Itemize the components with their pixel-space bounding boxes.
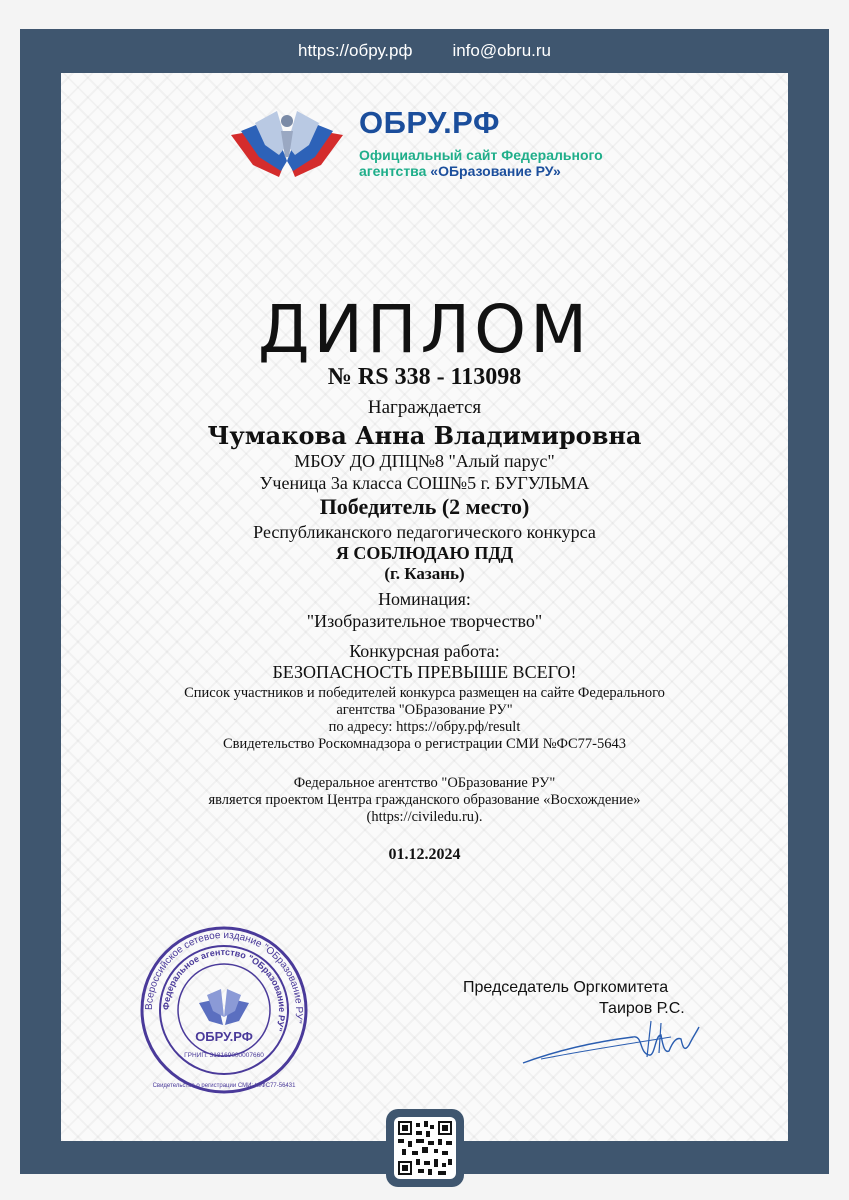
seal-inner-text: Федеральное агентство "ОБразование РУ" [160,946,288,1033]
issue-date: 01.12.2024 [388,846,461,863]
qr-code[interactable] [386,1109,464,1187]
seal-outer-text: Всероссийское сетевое издание "ОБразование РУ" [143,929,305,1025]
info-line: по адресу: https://обру.рф/result [328,719,521,735]
signatory-name: Таиров Р.С. [599,1000,685,1017]
contest-city: (г. Казань) [384,564,465,583]
logo-subtitle-line1: Официальный сайт Федерального [359,147,603,163]
nomination-value: "Изобразительное творчество" [306,611,543,631]
book-eagle-icon [231,111,343,181]
signatory-position: Председатель Оргкомитета [463,979,669,996]
handwritten-signature [521,1001,701,1071]
award-place: Победитель (2 место) [319,494,530,519]
official-seal-icon [139,925,309,1095]
awarded-label: Награждается [367,397,482,418]
logo-title: ОБРУ.РФ [359,105,500,140]
logo-subtitle-line2 [359,163,639,179]
info-line: Список участников и победителей конкурса размещен на сайте Федерального [184,685,665,701]
diploma-number: № RS 338 - 113098 [327,364,522,390]
info-line: агентства "ОБразование РУ" [336,702,513,718]
info-line: Свидетельство Роскомнадзора о регистрации СМИ №ФС77-5643 [222,736,627,752]
info-line: является проектом Центра гражданского образование «Восхождение» [208,792,641,808]
contest-type: Республиканского педагогического конкурса [253,522,596,542]
recipient-name: Чумакова Анна Владимировна [207,421,642,450]
nomination-label: Номинация: [378,589,471,609]
qr-code-image [394,1117,456,1179]
top-bar [20,29,829,73]
work-title: БЕЗОПАСНОСТЬ ПРЕВЫШЕ ВСЕГО! [272,662,577,682]
seal-cert: Свидетельство о регистрации СМИ: №ФС77-56431 [152,1083,296,1089]
info-line: Федеральное агентство "ОБразование РУ" [293,775,556,791]
logo-subtitle-prefix: агентства [359,163,431,179]
logo-subtitle [359,147,639,179]
obru-logo [231,105,631,185]
site-url[interactable]: https://обру.рф [298,41,413,60]
seal-ogrn: ГРНИП: 318169000007660 [184,1052,264,1059]
student-info: Ученица 3а класса СОШ№5 г. БУГУЛЬМА [259,473,590,493]
seal-center-text: ОБРУ.РФ [195,1029,253,1044]
qr-pattern-icon [398,1121,452,1175]
info-line: (https://civiledu.ru). [366,809,483,825]
logo-subtitle-brand: «ОБразование РУ» [430,163,561,179]
diploma-title: ДИПЛОМ [257,291,592,368]
work-label: Конкурсная работа: [349,641,500,661]
organization: МБОУ ДО ДПЦ№8 "Алый парус" [294,451,555,471]
diploma-paper [61,73,788,1141]
contest-name: Я СОБЛЮДАЮ ПДД [335,543,514,563]
email[interactable]: info@obru.ru [452,41,551,60]
